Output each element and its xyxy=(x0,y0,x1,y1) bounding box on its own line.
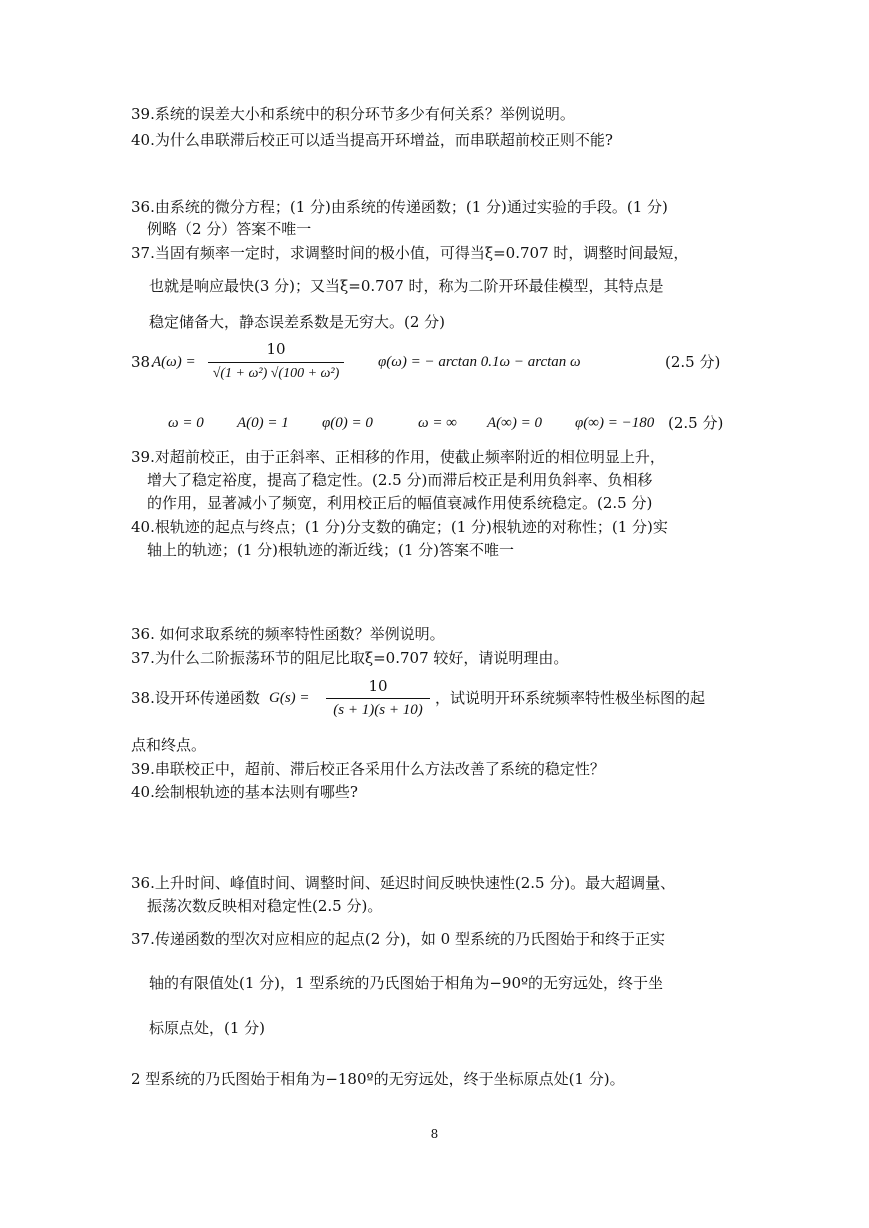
question-38-line2: 点和终点。 xyxy=(131,736,207,754)
question-40: 40.为什么串联滞后校正可以适当提高开环增益，而串联超前校正则不能? xyxy=(131,131,613,149)
amplitude-lhs: A(ω) = xyxy=(152,354,196,370)
answer-36b-line1: 36.上升时间、峰值时间、调整时间、延迟时间反映快速性(2.5 分)。最大超调量、 xyxy=(131,874,676,892)
answer-37b-line1: 37.传递函数的型次对应相应的起点(2 分)，如 0 型系统的乃氏图始于和终于正实 xyxy=(131,930,665,948)
answer-40-line2: 轴上的轨迹；(1 分)根轨迹的渐近线；(1 分)答案不唯一 xyxy=(147,541,515,559)
amplitude-numerator: 10 xyxy=(266,340,286,358)
answer-39-line3: 的作用，显著减小了频宽，利用校正后的幅值衰减作用使系统稳定。(2.5 分) xyxy=(147,494,653,512)
answer-36-line2: 例略（2 分）答案不唯一 xyxy=(147,220,312,238)
omega-infinity: ω = ∞ xyxy=(418,415,457,431)
answer-37-line2: 也就是响应最快(3 分)；又当ξ=0.707 时，称为二阶开环最佳模型，其特点是 xyxy=(149,277,664,295)
answer-37b-line4: 2 型系统的乃氏图始于相角为−180º的无穷远处，终于坐标原点处(1 分)。 xyxy=(131,1070,625,1088)
phase-at-zero: φ(0) = 0 xyxy=(322,415,373,431)
answer-39-line2: 增大了稳定裕度，提高了稳定性。(2.5 分)而滞后校正是利用负斜率、负相移 xyxy=(147,471,653,489)
omega-zero: ω = 0 xyxy=(168,415,204,431)
amplitude-at-infinity: A(∞) = 0 xyxy=(487,415,542,431)
answer-36b-line2: 振荡次数反映相对稳定性(2.5 分)。 xyxy=(147,897,383,915)
page-number: 8 xyxy=(430,1127,439,1141)
question-40b: 40.绘制根轨迹的基本法则有哪些? xyxy=(131,783,358,801)
answer-38-score: (2.5 分) xyxy=(665,353,721,371)
answer-39-line1: 39.对超前校正，由于正斜率、正相移的作用，使截止频率附近的相位明显上升， xyxy=(131,448,665,466)
question-37: 37.为什么二阶振荡环节的阻尼比取ξ=0.707 较好，请说明理由。 xyxy=(131,649,569,667)
transfer-function-lhs: G(s) = xyxy=(269,690,310,706)
amplitude-denominator: √(1 + ω²) √(100 + ω²) xyxy=(212,366,340,381)
question-38-prefix: 38.设开环传递函数 xyxy=(131,689,260,707)
answer-36-line1: 36.由系统的微分方程；(1 分)由系统的传递函数；(1 分)通过实验的手段。(1 分) xyxy=(131,198,668,216)
answer-37b-line2: 轴的有限值处(1 分)，1 型系统的乃氏图始于相角为−90º的无穷远处，终于坐 xyxy=(149,974,664,992)
amplitude-at-zero: A(0) = 1 xyxy=(237,415,289,431)
values-score: (2.5 分) xyxy=(668,414,724,432)
answer-38-prefix: 38. xyxy=(131,353,155,371)
question-38-suffix: ，试说明开环系统频率特性极坐标图的起 xyxy=(435,689,706,707)
answer-37b-line3: 标原点处，(1 分) xyxy=(149,1019,266,1037)
phase-expression: φ(ω) = − arctan 0.1ω − arctan ω xyxy=(378,354,581,370)
answer-40-line1: 40.根轨迹的起点与终点；(1 分)分支数的确定；(1 分)根轨迹的对称性；(1 分)实 xyxy=(131,518,668,536)
question-39: 39.系统的误差大小和系统中的积分环节多少有何关系？举例说明。 xyxy=(131,105,575,123)
answer-37-line1: 37.当固有频率一定时，求调整时间的极小值，可得当ξ=0.707 时，调整时间最短， xyxy=(131,244,689,262)
question-39b: 39.串联校正中，超前、滞后校正各采用什么方法改善了系统的稳定性？ xyxy=(131,760,605,778)
answer-37-line3: 稳定储备大，静态误差系数是无穷大。(2 分) xyxy=(149,313,446,331)
transfer-function-numerator: 10 xyxy=(368,677,388,695)
phase-at-infinity: φ(∞) = −180 xyxy=(575,415,655,431)
question-36: 36. 如何求取系统的频率特性函数？举例说明。 xyxy=(131,625,445,643)
transfer-function-bar xyxy=(326,698,430,699)
amplitude-fraction-bar xyxy=(208,362,344,363)
transfer-function-denominator: (s + 1)(s + 10) xyxy=(333,702,423,718)
